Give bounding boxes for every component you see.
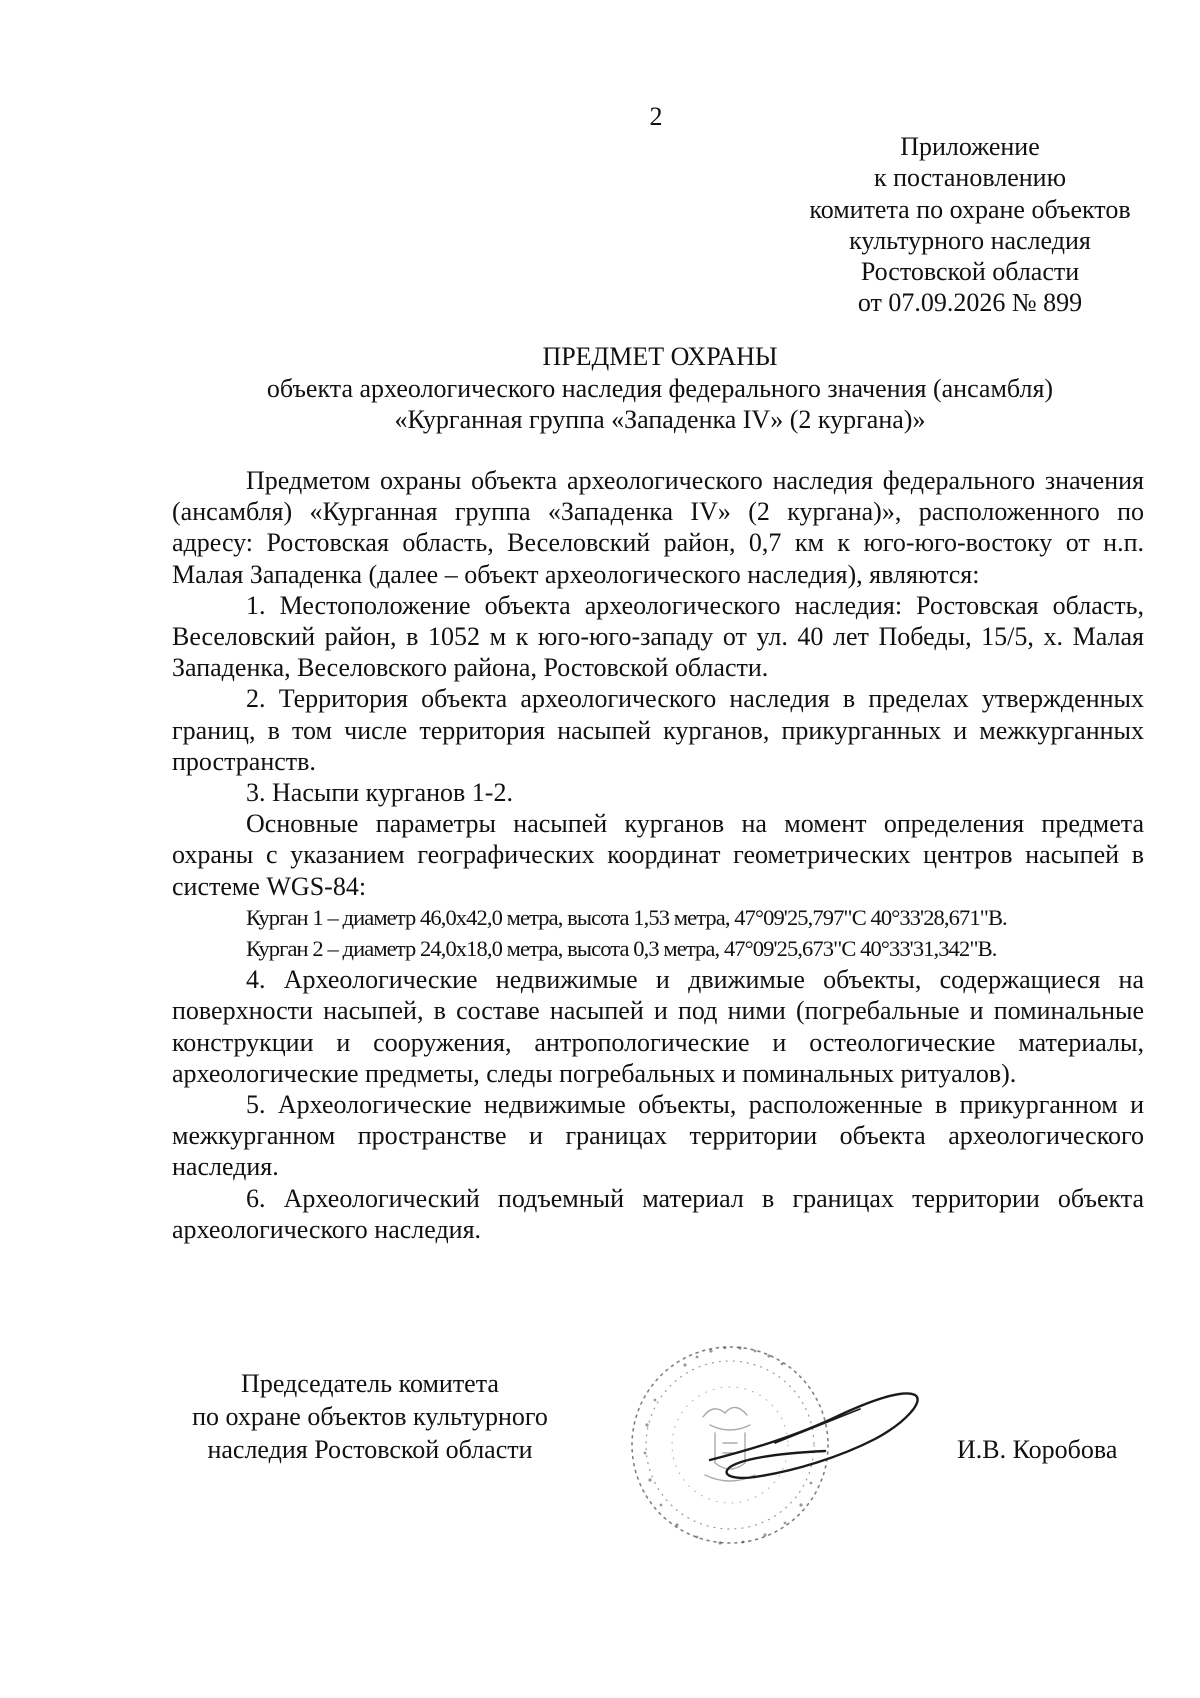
title-subline: объекта археологического наследия федерального значения (ансамбля) [266, 373, 1054, 403]
appendix-line: культурного наследия [849, 225, 1091, 255]
item-surface-material: 6. Археологический подъемный материал в границах территории объекта археологического наследия. [172, 1183, 1144, 1244]
appendix-line: Ростовской области [860, 257, 1080, 287]
document-body [172, 465, 1144, 1245]
kurgan-2-parameters: Курган 2 – диаметр 24,0х18,0 метра, высота 0,3 метра, 47°09'25,673"С 40°33'31,342"В. [246, 936, 997, 962]
appendix-line: к постановлению [873, 163, 1067, 193]
signer-title [180, 1367, 560, 1466]
item-immovable-objects: 5. Археологические недвижимые объекты, расположенные в прикурганном и межкурганном пространстве и границах территории объекта археологического наследия. [172, 1090, 1144, 1182]
appendix-line: Приложение [900, 132, 1040, 161]
appendix-block [740, 131, 1200, 319]
signer-name: И.В. Коробова [957, 1435, 1118, 1464]
intro-paragraph: Предметом охраны объекта археологического наследия федерального значения (ансамбля) «Курганная группа «Западенка IV» (2 кургана)», расположенного по адресу: Ростовская область, Веселовский район, 0,7 км к юго-юго-востоку от н.п. Малая Западенка (далее – объект археологического наследия), являются: [172, 466, 1144, 589]
item-location: 1. Местоположение объекта археологического наследия: Ростовская область, Веселовский район, в 1052 м к юго-юго-западу от ул. 40 лет Победы, 15/5, х. Малая Западенка, Веселовского района, Ростовской области. [172, 590, 1144, 683]
parameters-paragraph: Основные параметры насыпей курганов на момент определения предмета охраны с указанием географических координат геометрических центров насыпей в системе WGS-84: [172, 809, 1144, 901]
title-object-name: «Курганная группа «Западенка IV» (2 кургана)» [394, 405, 926, 434]
item-mounds: 3. Насыпи курганов 1-2. [246, 778, 513, 808]
signer-title-line: наследия Ростовской области [207, 1435, 533, 1464]
signer-title-line: по охране объектов культурного [192, 1402, 548, 1431]
signer-title-line: Председатель комитета [241, 1369, 499, 1398]
item-objects: 4. Археологические недвижимые и движимые объекты, содержащиеся на поверхности насыпей, в составе насыпей и под ними (погребальные и поминальные конструкции и сооружения, антропологические и остеологические материалы, археологические предметы, следы погребальных и поминальных ритуалов). [172, 965, 1144, 1088]
document-title [160, 341, 1160, 436]
appendix-date-number: от 07.09.2026 № 899 [857, 288, 1083, 318]
title-heading: ПРЕДМЕТ ОХРАНЫ [542, 342, 778, 371]
item-territory: 2. Территория объекта археологического наследия в пределах утвержденных границ, в том числе территория насыпей курганов, прикурганных и межкурганных пространств. [172, 684, 1144, 776]
seal-and-signature-icon [625, 1325, 965, 1565]
appendix-line: комитета по охране объектов [809, 194, 1131, 224]
kurgan-1-parameters: Курган 1 – диаметр 46,0х42,0 метра, высота 1,53 метра, 47°09'25,797"С 40°33'28,671"В. [246, 904, 1007, 930]
page-number: 2 [649, 102, 663, 131]
